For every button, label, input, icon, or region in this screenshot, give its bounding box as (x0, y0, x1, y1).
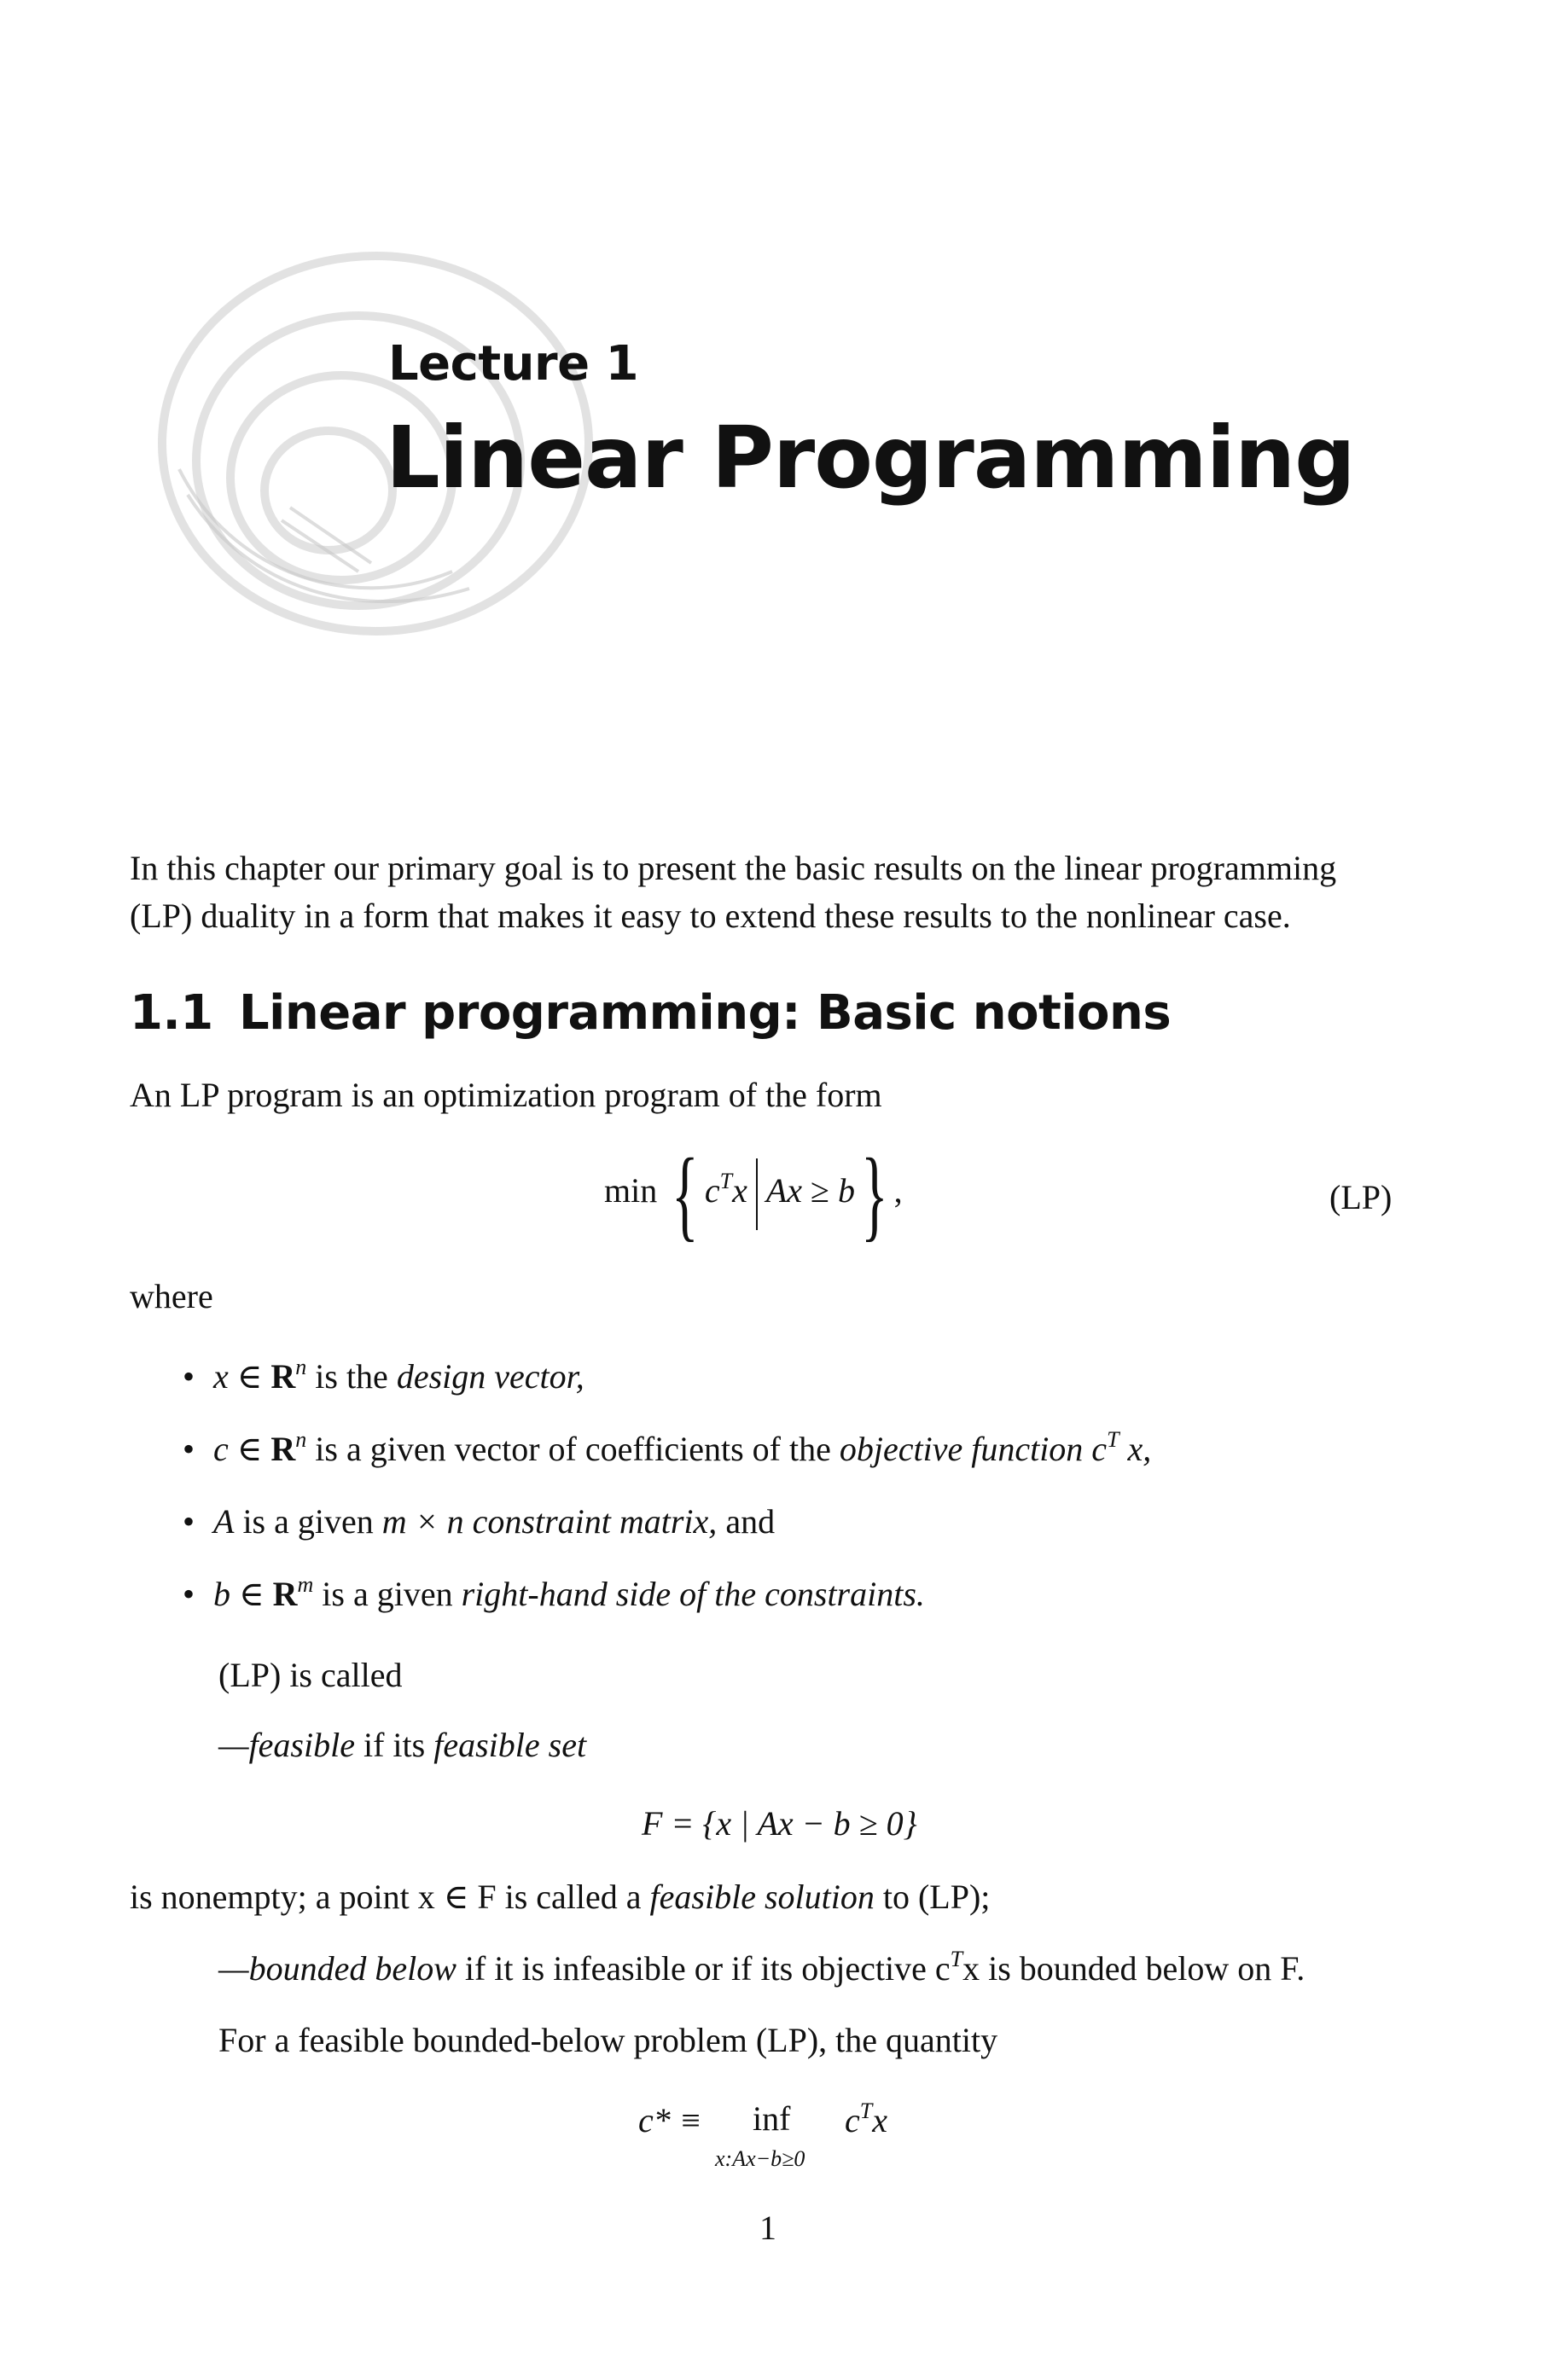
bullet-em: constraint matrix, (463, 1502, 718, 1541)
bullet-em: design vector, (396, 1357, 584, 1396)
bounded-term: —bounded below (218, 1949, 456, 1988)
feasible-rest: if its (354, 1726, 434, 1764)
bullet-dot: • (183, 1575, 195, 1613)
bullet-text: is a given (313, 1575, 462, 1613)
nonempty-pre: is nonempty; a point x ∈ F is called a (130, 1878, 650, 1916)
bullet-lead: x (213, 1357, 229, 1396)
feasible-set-term: feasible set (433, 1726, 587, 1764)
called-text: (LP) is called (218, 1656, 403, 1694)
lecture-label: Lecture 1 (388, 336, 639, 392)
bullet-text: is a given vector of coefficients of the (306, 1430, 840, 1468)
cstar-c: c (845, 2101, 860, 2139)
bullet-tail: and (717, 1502, 776, 1541)
quantity-text: For a feasible bounded-below problem (LP), the quantity (218, 2021, 998, 2059)
equation-tag-lp: (LP) (1329, 1178, 1393, 1216)
bounded-sup: T (950, 1946, 963, 1971)
page-number: 1 (759, 2209, 776, 2247)
bullet-em-plain: m × n (381, 1502, 464, 1541)
feasible-definition (218, 1725, 586, 1766)
bullet-sup: n (295, 1354, 307, 1379)
feasible-term: —feasible (218, 1726, 355, 1764)
eq-objective: $c^Tx$ (704, 1168, 747, 1210)
cstar-objective (845, 2100, 887, 2141)
bounded-rest: if it is infeasible or if its objective c (456, 1949, 951, 1988)
lp-equation: min { $c^Tx$ Ax ≥ b} , (604, 1137, 903, 1251)
cstar-x: x (872, 2101, 887, 2139)
set-bar (756, 1158, 758, 1230)
cstar-left: c* ≡ (638, 2101, 702, 2139)
bullet-sup: m (297, 1571, 314, 1597)
cstar-subscript: x:Ax−b≥0 (715, 2146, 805, 2171)
cstar-sup: T (859, 2098, 873, 2123)
list-item: • x ∈ $R^n$ is the design vector, (183, 1354, 584, 1396)
intro-paragraph (130, 845, 1401, 940)
real-space: R (270, 1357, 296, 1396)
lp-intro-text: An LP program is an optimization program of the form (130, 1076, 882, 1114)
eq-min: min (604, 1171, 658, 1210)
bullet-text: is a given (234, 1502, 382, 1541)
intro-line-2: (LP) duality in a form that makes it easy to extend these results to the nonlinear case. (130, 897, 1291, 935)
bullet-dot: • (183, 1502, 195, 1541)
bullet-em: right-hand side of the constraints. (461, 1575, 925, 1613)
bullet-lead: c (213, 1430, 229, 1468)
left-brace: { (672, 1137, 699, 1251)
bullet-em: objective function c (839, 1430, 1108, 1468)
real-space: R (270, 1430, 296, 1468)
nonempty-post: to (LP); (874, 1878, 991, 1916)
bullet-dot: • (183, 1357, 195, 1396)
bounded-definition (218, 1948, 1305, 1989)
list-item (183, 1501, 775, 1542)
right-brace: } (860, 1137, 888, 1251)
cstar-inf: inf (753, 2099, 791, 2138)
list-item: • b ∈ $R^m$ is a given right-hand side of the constraints. (183, 1571, 925, 1613)
chapter-title: Linear Programming (386, 408, 1355, 508)
bounded-tail: x is bounded below on F. (962, 1949, 1305, 1988)
bullet-em-sup: T (1107, 1426, 1119, 1452)
feasible-set-equation: F = {x | Ax − b ≥ 0} (642, 1804, 917, 1843)
section-number: 1.1 (130, 985, 213, 1041)
real-space: R (272, 1575, 298, 1613)
bullet-lead: b (213, 1575, 230, 1613)
eq-constraint: Ax (765, 1171, 803, 1210)
intro-line-1: In this chapter our primary goal is to present the basic results on the linear programming (130, 849, 1337, 887)
bullet-tail: x, (1119, 1430, 1152, 1468)
where-text: where (130, 1277, 213, 1315)
bullet-dot: • (183, 1430, 195, 1468)
section-heading (130, 985, 1171, 1041)
eq-b: b (837, 1171, 855, 1210)
bullet-text: is the (306, 1357, 397, 1396)
list-item: • c ∈ $R^n$ is a given vector of coefficients of the objective function $c^T$ x, (183, 1426, 1152, 1468)
bullet-sup: n (295, 1426, 307, 1452)
bullet-lead: A (213, 1502, 235, 1541)
section-title: Linear programming: Basic notions (239, 985, 1172, 1041)
feasible-solution-term: feasible solution (649, 1878, 875, 1916)
nonempty-text (130, 1877, 990, 1918)
